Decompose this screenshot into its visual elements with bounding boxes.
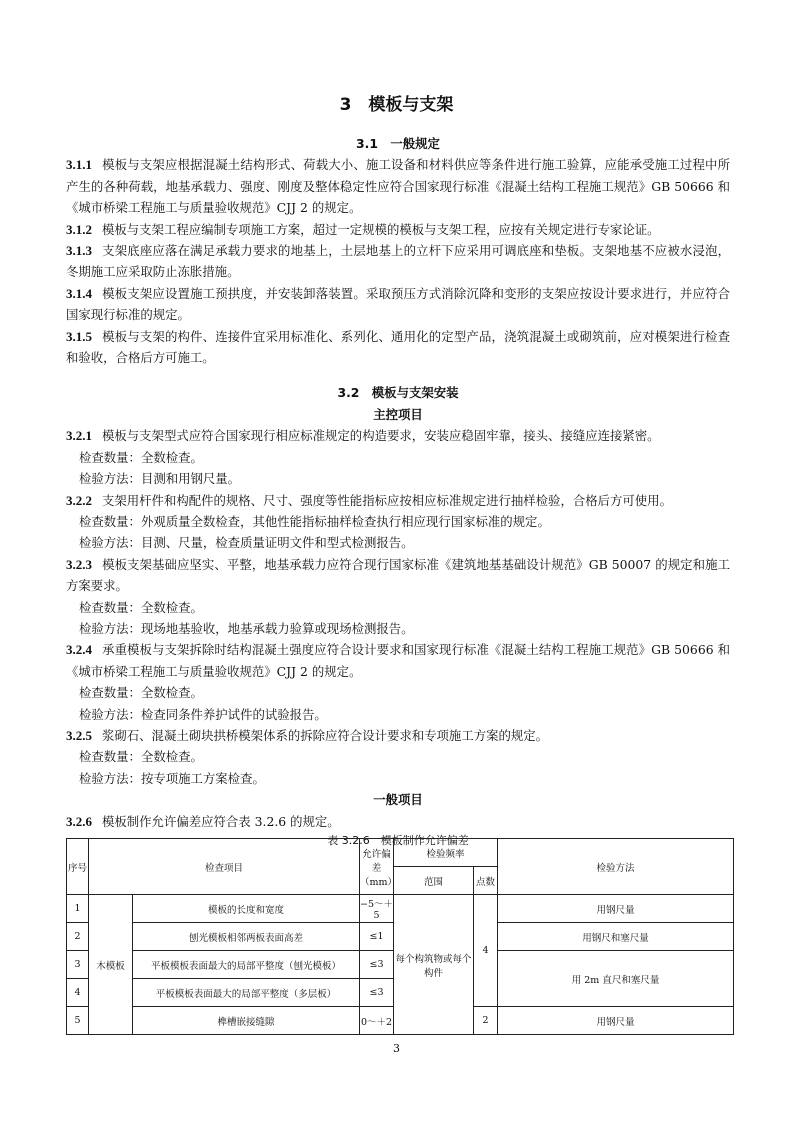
cell-method: 用钢尺量 (498, 895, 734, 923)
clause-3-1-1: 3.1.1 模板与支架应根据混凝土结构形式、荷载大小、施工设备和材料供应等条件进行施工验算，应能承受施工过程中所产生的各种荷载，地基承载力、强度、刚度及整体稳定性应符合国家现行标准《混凝土结构工程施工规范》GB 50666 和《城市桥梁工程施工与质量验收规范》CJJ 2 的规定。 (66, 157, 730, 216)
cell-group: 木模板 (89, 895, 133, 1035)
cell-method: 用钢尺和塞尺量 (498, 923, 734, 951)
check-method: 检验方法：检查同条件养护试件的试验报告。 (79, 706, 327, 722)
cell-range: 每个构筑物或每个构件 (394, 895, 474, 1035)
check-method: 检验方法：现场地基验收，地基承载力验算或现场检测报告。 (79, 620, 414, 636)
cell-tolerance: 0～＋2 (360, 1007, 394, 1035)
check-method: 检验方法：目测、尺量，检查质量证明文件和型式检测报告。 (79, 535, 414, 551)
cell-item: 平板模板表面最大的局部平整度（多层板） (133, 979, 360, 1007)
clause-3-2-4: 3.2.4 承重模板与支架拆除时结构混凝土强度应符合设计要求和国家现行标准《混凝土结构工程施工规范》GB 50666 和《城市桥梁工程施工与质量验收规范》CJJ 2 的规定。 (66, 642, 730, 679)
cell-method: 用 2m 直尺和塞尺量 (498, 951, 734, 1007)
cell-item: 平板模板表面最大的局部平整度（刨光模板） (133, 951, 360, 979)
clause-3-2-6: 3.2.6 模板制作允许偏差应符合表 3.2.6 的规定。 (66, 813, 340, 829)
header-no: 序号 (67, 839, 89, 895)
cell-points: 2 (474, 1007, 498, 1035)
cell-no: 3 (67, 951, 89, 979)
cell-tolerance: ≤3 (360, 979, 394, 1007)
header-frequency: 检验频率 (394, 839, 498, 867)
chapter-title: 3 模板与支架 (339, 95, 454, 115)
section-heading-3-2: 3.2 模板与支架安装 (337, 385, 459, 401)
clause-3-2-3: 3.2.3 模板支架基础应坚实、平整，地基承载力应符合现行国家标准《建筑地基基础设计规范》GB 50007 的规定和施工方案要求。 (66, 556, 730, 594)
header-method: 检验方法 (498, 839, 734, 895)
clause-3-2-5: 3.2.5 浆砌石、混凝土砌块拱桥模架体系的拆除应符合设计要求和专项施工方案的规定。 (66, 727, 549, 743)
cell-no: 5 (67, 1007, 89, 1035)
check-method: 检验方法：目测和用钢尺量。 (79, 471, 241, 487)
table-caption: 表 3.2.6 模板制作允许偏差 (327, 834, 469, 847)
cell-no: 4 (67, 979, 89, 1007)
cell-points: 4 (474, 895, 498, 1007)
cell-item: 刨光模板相邻两板表面高差 (133, 923, 360, 951)
page-content (66, 133, 730, 850)
check-quantity: 检查数量：全数检查。 (79, 685, 203, 701)
check-quantity: 检查数量：全数检查。 (79, 599, 203, 615)
clause-3-1-4: 3.1.4 模板支架应设置施工预拱度，并安装卸落装置。采取预压方式消除沉降和变形的支架应按设计要求进行，并应符合国家现行标准的规定。 (66, 285, 730, 323)
clause-3-1-2: 3.1.2 模板与支架工程应编制专项施工方案，超过一定规模的模板与支架工程，应按有关规定进行专家论证。 (66, 221, 660, 237)
subheading-main-items: 主控项目 (373, 406, 423, 422)
check-quantity: 检查数量：外观质量全数检查，其他性能指标抽样检查执行相应现行国家标准的规定。 (79, 513, 550, 529)
section-heading-3-1: 3.1 一般规定 (356, 136, 440, 151)
header-points: 点数 (474, 867, 498, 895)
cell-item: 榫槽嵌接缝隙 (133, 1007, 360, 1035)
table-row (67, 895, 734, 923)
header-tolerance: 允许偏差 （mm） (360, 839, 394, 895)
check-quantity: 检查数量：全数检查。 (79, 749, 203, 765)
header-item: 检查项目 (89, 839, 360, 895)
header-range: 范围 (394, 867, 474, 895)
cell-tolerance: ≤1 (360, 923, 394, 951)
tolerance-table (66, 838, 734, 1035)
check-quantity: 检查数量：全数检查。 (79, 449, 203, 465)
clause-3-1-3: 3.1.3 支架底座应落在满足承载力要求的地基上，土层地基上的立杆下应采用可调底座和垫板。支架地基不应被水浸泡，冬期施工应采取防止冻胀措施。 (66, 243, 730, 280)
cell-no: 2 (67, 923, 89, 951)
cell-tolerance: ≤3 (360, 951, 394, 979)
cell-tolerance: −5～＋5 (360, 895, 394, 923)
cell-item: 模板的长度和宽度 (133, 895, 360, 923)
page-number: 3 (393, 1042, 400, 1055)
cell-method: 用钢尺量 (498, 1007, 734, 1035)
subheading-general-items: 一般项目 (373, 792, 423, 808)
clause-3-1-5: 3.1.5 模板与支架的构件、连接件宜采用标准化、系列化、通用化的定型产品，浇筑混凝土或砌筑前，应对模架进行检查和验收，合格后方可施工。 (66, 328, 730, 366)
clause-3-2-2: 3.2.2 支架用杆件和构配件的规格、尺寸、强度等性能指标应按相应标准规定进行抽样检验，合格后方可使用。 (66, 492, 672, 508)
check-method: 检验方法：按专项施工方案检查。 (79, 770, 265, 786)
clause-3-2-1: 3.2.1 模板与支架型式应符合国家现行相应标准规定的构造要求，安装应稳固牢靠，接头、接缝应连接紧密。 (66, 428, 660, 444)
cell-no: 1 (67, 895, 89, 923)
